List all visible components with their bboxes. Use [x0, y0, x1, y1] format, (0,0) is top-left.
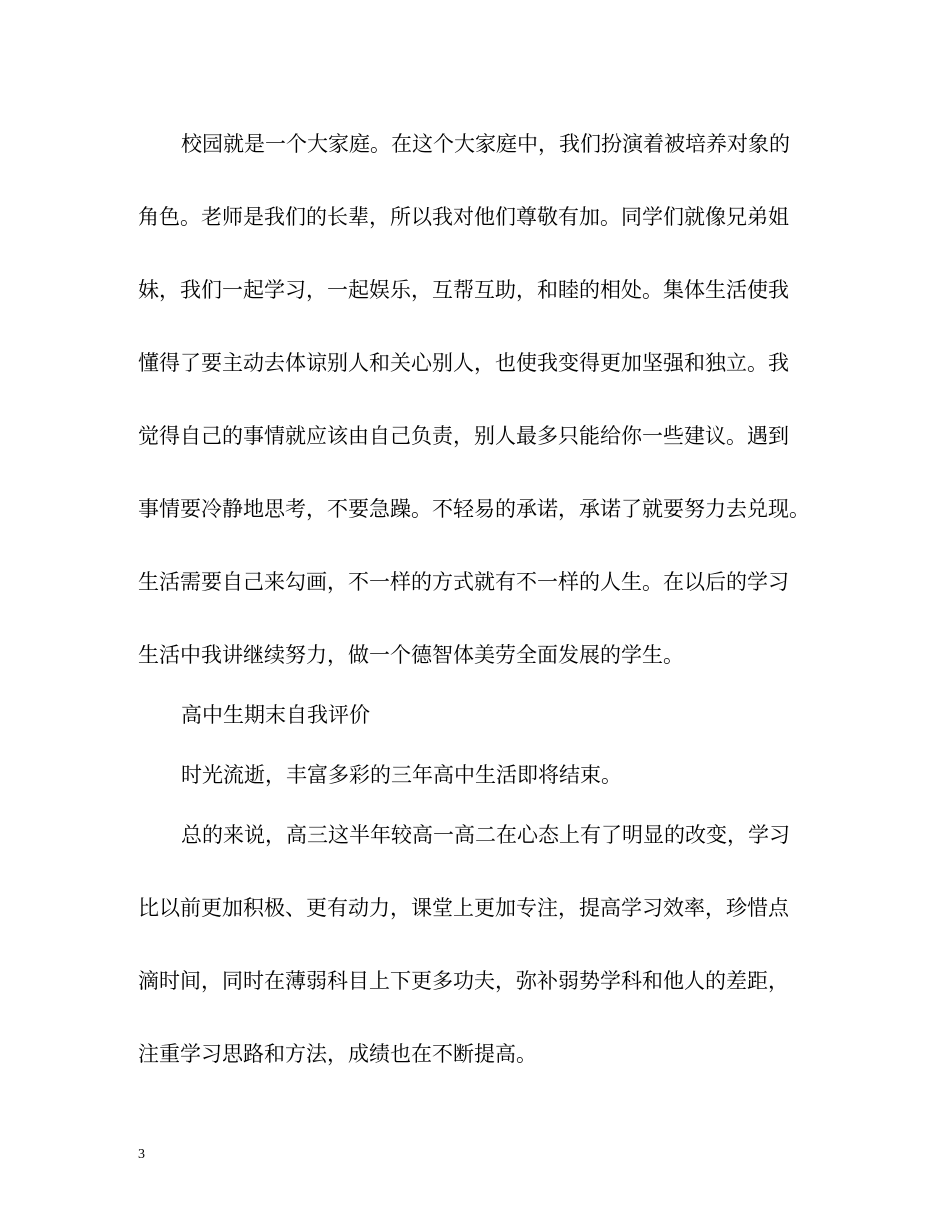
section-heading: 高中生期末自我评价	[181, 703, 370, 727]
paragraph-line: 觉得自己的事情就应该由自己负责，别人最多只能给你一些建议。遇到	[138, 424, 789, 448]
paragraph-line: 比以前更加积极、更有动力，课堂上更加专注，提高学习效率，珍惜点	[138, 896, 789, 920]
paragraph-line: 生活中我讲继续努力，做一个德智体美劳全面发展的学生。	[138, 643, 684, 667]
paragraph-line: 校园就是一个大家庭。在这个大家庭中，我们扮演着被培养对象的	[181, 132, 790, 156]
paragraph-line: 事情要冷静地思考，不要急躁。不轻易的承诺，承诺了就要努力去兑现。	[138, 497, 810, 521]
page-number: 3	[138, 1147, 145, 1162]
paragraph-line: 角色。老师是我们的长辈，所以我对他们尊敬有加。同学们就像兄弟姐	[138, 205, 789, 229]
paragraph-line: 妹，我们一起学习，一起娱乐，互帮互助，和睦的相处。集体生活使我	[138, 278, 789, 302]
paragraph-line: 滴时间，同时在薄弱科目上下更多功夫，弥补弱势学科和他人的差距，	[138, 969, 789, 993]
paragraph-line: 总的来说，高三这半年较高一高二在心态上有了明显的改变，学习	[181, 823, 790, 847]
paragraph-line: 时光流逝，丰富多彩的三年高中生活即将结束。	[181, 763, 622, 787]
paragraph-line: 生活需要自己来勾画，不一样的方式就有不一样的人生。在以后的学习	[138, 570, 789, 594]
paragraph-line: 懂得了要主动去体谅别人和关心别人，也使我变得更加坚强和独立。我	[138, 351, 789, 375]
paragraph-line: 注重学习思路和方法，成绩也在不断提高。	[138, 1042, 537, 1066]
